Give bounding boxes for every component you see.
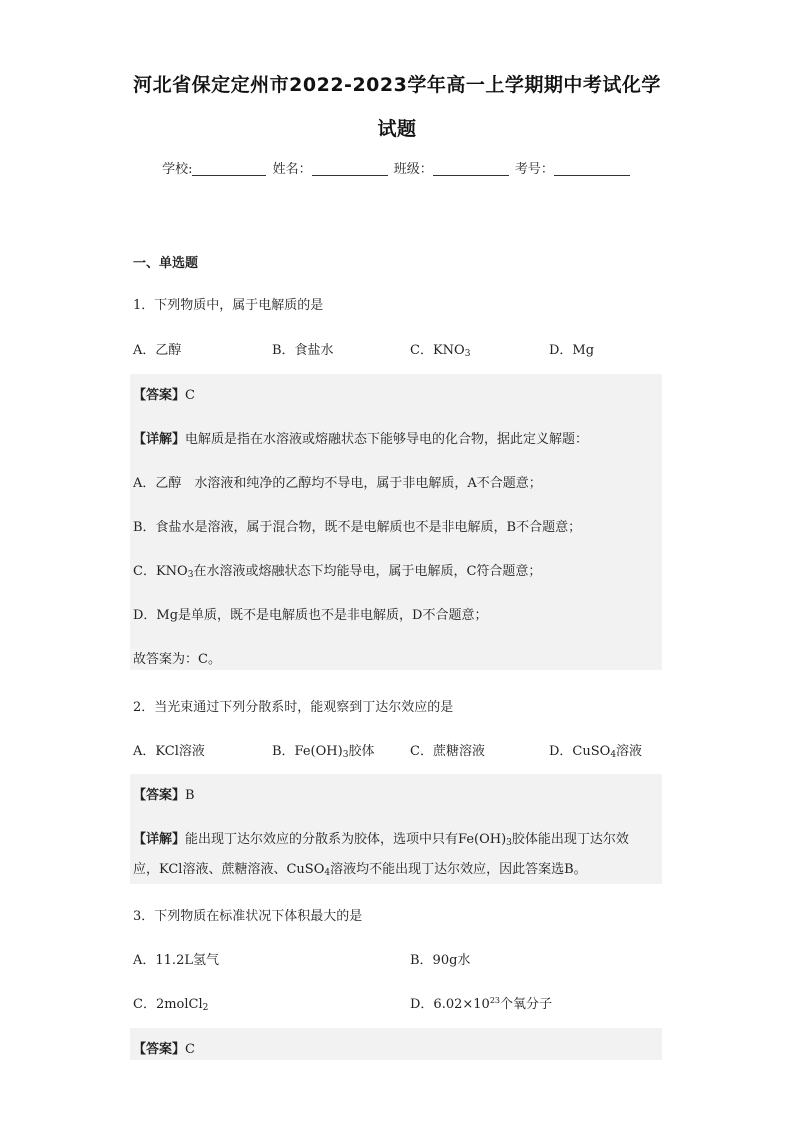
q2-detail-line1: 【详解】能出现丁达尔效应的分散系为胶体，选项中只有$Fe(OH)_3$胶体能出现丁达尔效 — [133, 832, 629, 848]
q2-answer-box — [130, 774, 662, 884]
q2-answer: 【答案】B — [133, 788, 195, 803]
q1-option-c: C．$KNO_3$ — [410, 343, 471, 359]
name-blank[interactable] — [312, 161, 388, 176]
q1-answer-box — [130, 374, 662, 670]
q2-stem: 2．当光束通过下列分散系时，能观察到丁达尔效应的是 — [133, 700, 454, 715]
class-blank[interactable] — [433, 161, 509, 176]
exam-no-blank[interactable] — [554, 161, 630, 176]
q1-option-d: D．Mg — [549, 343, 595, 358]
q2-option-b: B．$Fe(OH)_3$胶体 — [272, 744, 375, 760]
q3-answer-box — [130, 1028, 662, 1060]
q1-conclusion: 故答案为：C。 — [133, 652, 221, 667]
q1-option-a: A．乙醇 — [133, 343, 182, 358]
q1-detail-d: D．Mg是单质，既不是电解质也不是非电解质，D不合题意； — [133, 608, 488, 623]
q1-detail-a: A．乙醇 水溶液和纯净的乙醇均不导电，属于非电解质，A不合题意； — [133, 476, 542, 491]
q3-option-a: A．11.2L氢气 — [133, 953, 219, 968]
school-blank[interactable] — [192, 161, 266, 176]
exam-no-label: 考号： — [514, 162, 554, 177]
q2-option-d: D．CuSO$_4$溶液 — [549, 744, 643, 760]
q2-option-c: C．蔗糖溶液 — [410, 744, 485, 759]
q1-answer: 【答案】C — [133, 388, 195, 403]
q1-detail-c: C．$KNO_3$在水溶液或熔融状态下均能导电，属于电解质，C符合题意； — [133, 564, 542, 580]
q1-detail-intro: 【详解】电解质是指在水溶液或熔融状态下能够导电的化合物，据此定义解题： — [133, 432, 589, 447]
q3-option-d: D．$6.02\times 10^{23}$个氧分子 — [410, 996, 553, 1012]
name-label: 姓名： — [272, 162, 312, 177]
q1-option-b: B．食盐水 — [272, 343, 334, 358]
q1-detail-b: B．食盐水是溶液，属于混合物，既不是电解质也不是非电解质，B不合题意； — [133, 520, 582, 535]
q2-detail-line2: 应，KCl溶液、蔗糖溶液、CuSO$_4$溶液均不能出现丁达尔效应，因此答案选B。 — [133, 862, 587, 878]
student-info-line — [0, 158, 794, 177]
q3-option-c: C．2molCl$_2$ — [133, 997, 209, 1013]
section-title: 一、单选题 — [133, 256, 199, 271]
document-title-line2: 试题 — [377, 118, 417, 140]
school-label: 学校: — [162, 162, 193, 177]
q3-option-b: B．90g水 — [410, 953, 471, 968]
q3-stem: 3．下列物质在标准状况下体积最大的是 — [133, 909, 363, 924]
q1-stem: 1．下列物质中，属于电解质的是 — [133, 298, 324, 313]
document-title-line1: 河北省保定定州市2022-2023学年高一上学期期中考试化学 — [133, 74, 661, 96]
q2-option-a: A．KCl溶液 — [133, 744, 205, 759]
q3-answer: 【答案】C — [133, 1042, 195, 1057]
class-label: 班级： — [393, 162, 433, 177]
